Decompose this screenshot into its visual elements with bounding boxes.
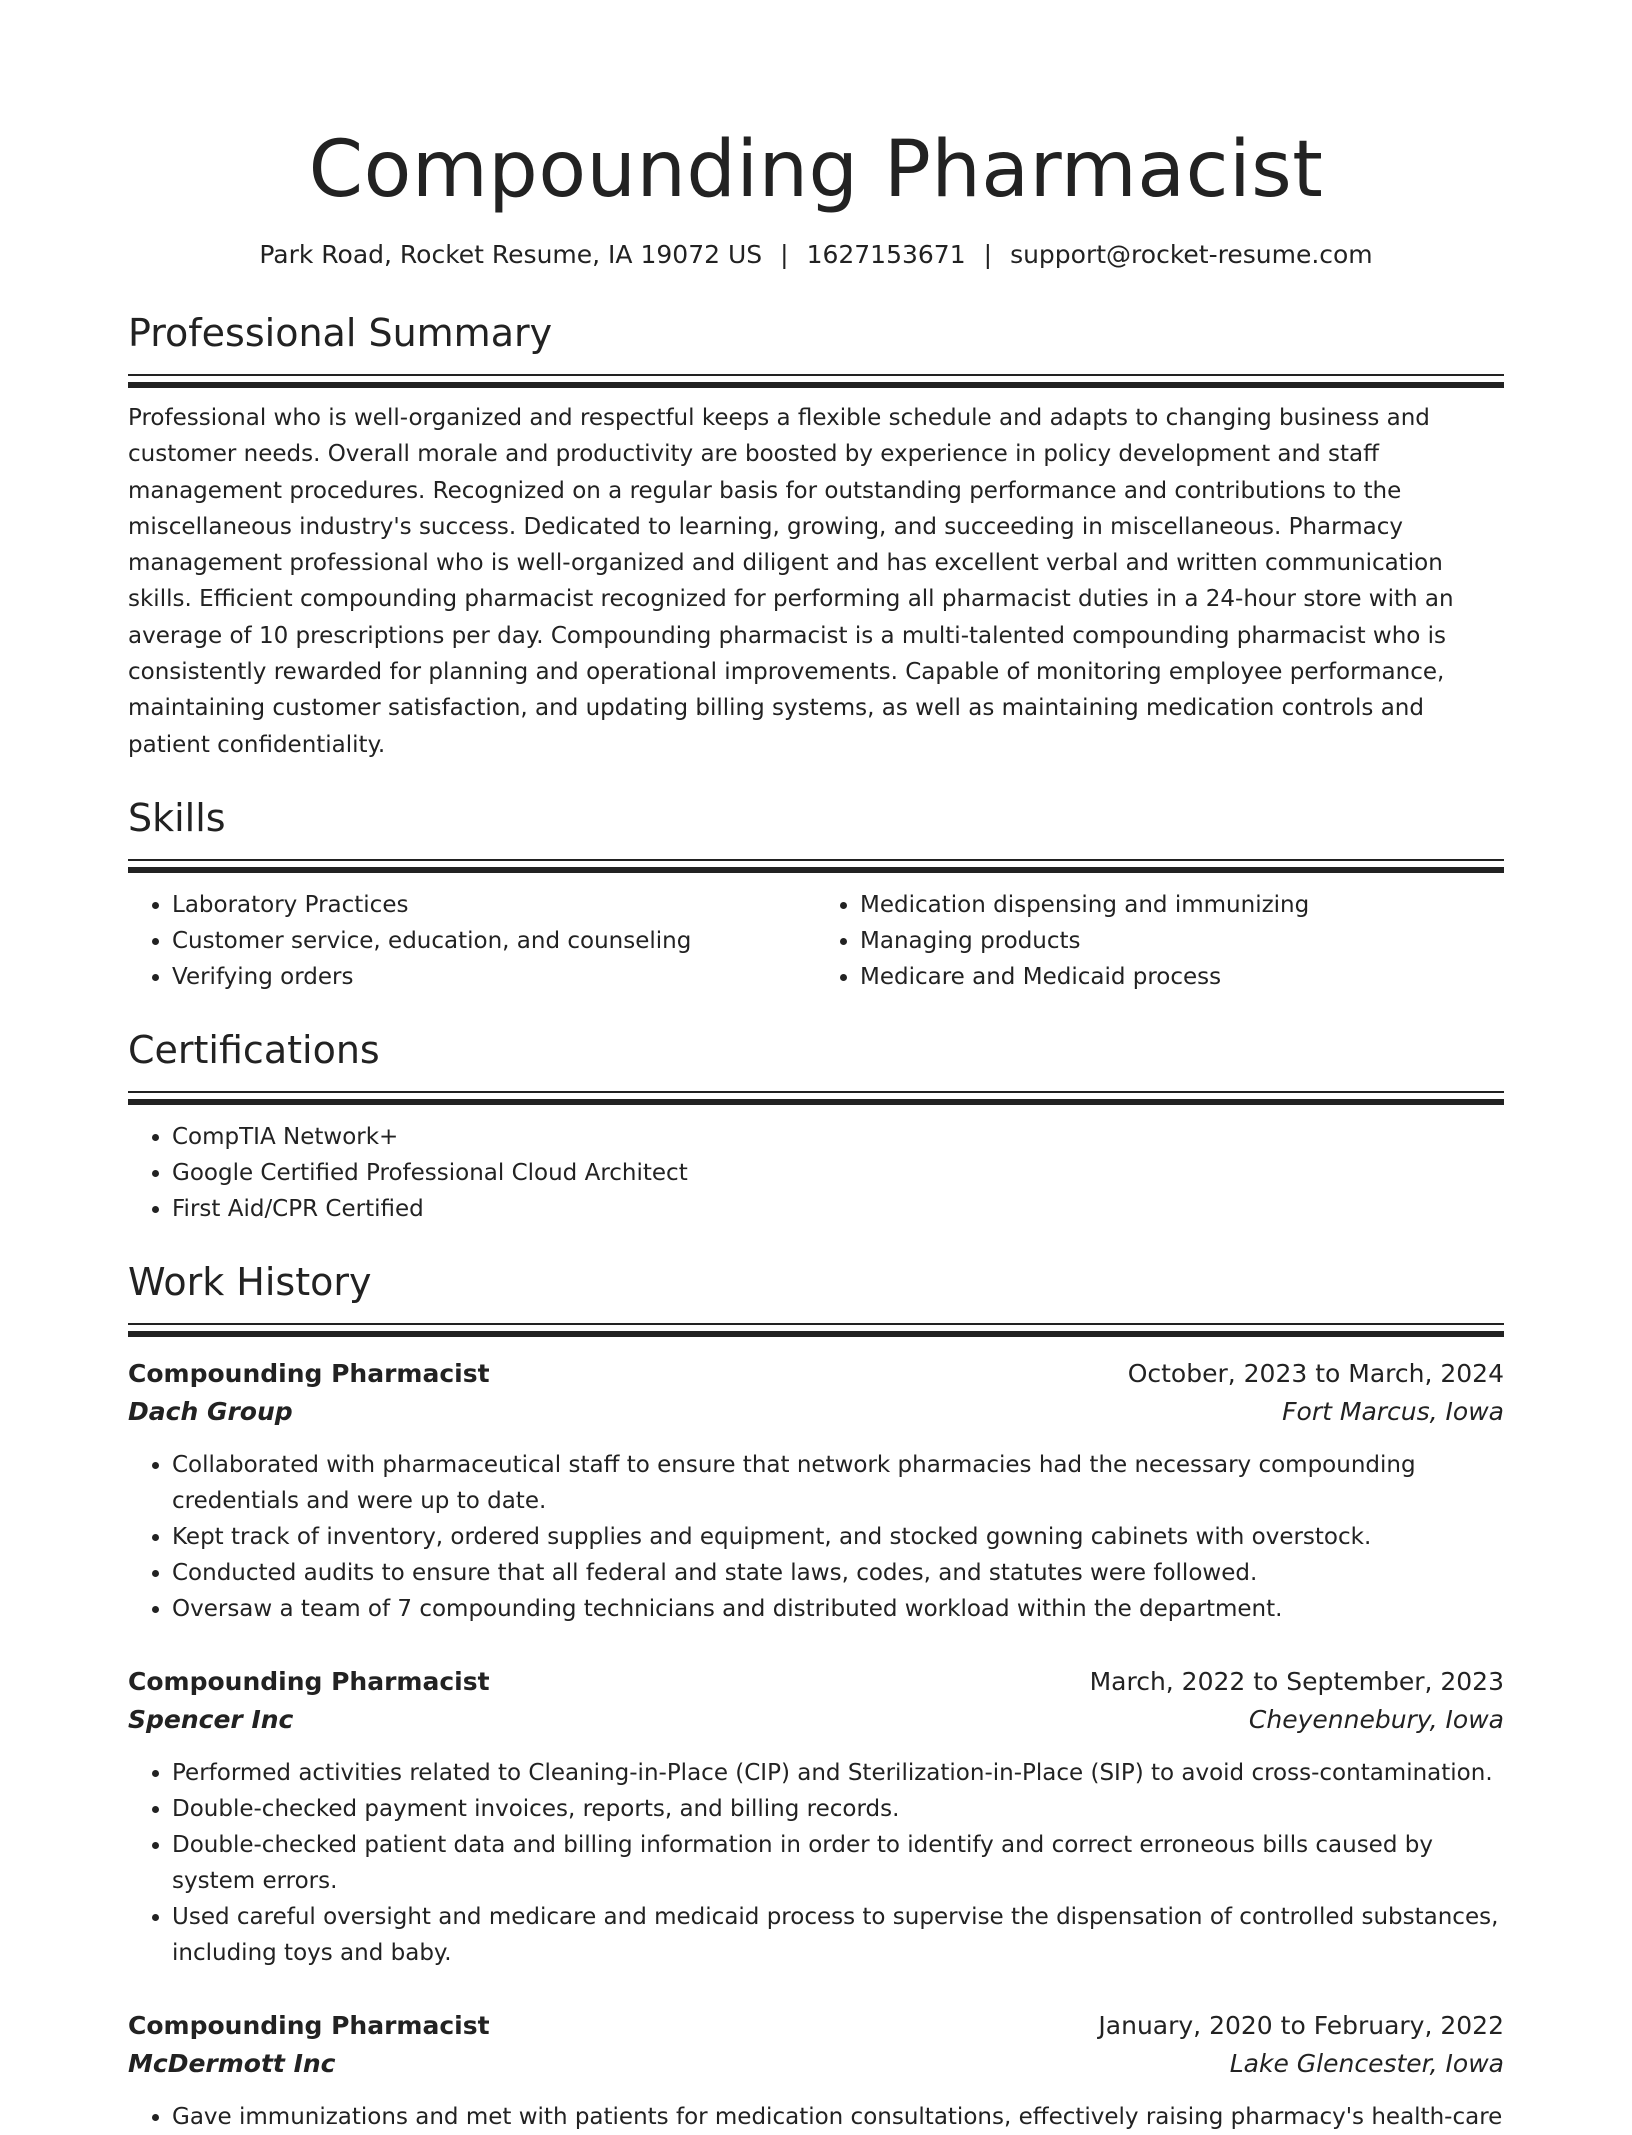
contact-email[interactable]: support@rocket-resume.com <box>1010 240 1373 269</box>
job-entry <box>128 1355 1504 1627</box>
job-duty: • Double-checked patient data and billing information in order to identify and correct erroneous bills caused by system errors. <box>172 1827 1504 1899</box>
job-entry <box>128 2007 1504 2135</box>
job-duty: • Performed activities related to Cleaning-in-Place (CIP) and Sterilization-in-Place (SIP) to avoid cross-contamination. <box>172 1755 1504 1791</box>
certification-item: • First Aid/CPR Certified <box>172 1191 1504 1227</box>
contact-address: Park Road, Rocket Resume, IA 19072 US <box>259 240 763 269</box>
job-duty: • Conducted audits to ensure that all federal and state laws, codes, and statutes were followed. <box>172 1555 1504 1591</box>
section-title-certifications: Certifications <box>128 1027 380 1072</box>
section-title-summary: Professional Summary <box>128 311 553 355</box>
job-location: Lake Glencester, Iowa <box>1229 2048 1504 2078</box>
job-company: McDermott Inc <box>128 2048 336 2078</box>
job-location: Fort Marcus, Iowa <box>1282 1396 1504 1426</box>
job-dates: January, 2020 to February, 2022 <box>1098 2010 1504 2040</box>
section-title-work-history: Work History <box>128 1259 372 1304</box>
contact-separator: | <box>780 240 789 269</box>
section-divider <box>128 1323 1504 1337</box>
contact-phone: 1627153671 <box>806 240 966 269</box>
job-header-row <box>128 1355 1504 1393</box>
candidate-name: Compounding Pharmacist <box>308 125 1324 215</box>
job-header-row <box>128 1663 1504 1701</box>
job-header-row <box>128 2007 1504 2045</box>
section-divider <box>128 374 1504 388</box>
job-dates: October, 2023 to March, 2024 <box>1127 1358 1504 1388</box>
section-divider <box>128 859 1504 873</box>
job-duties-list <box>128 1447 1504 1627</box>
job-duty: • Oversaw a team of 7 compounding technicians and distributed workload within the department. <box>172 1591 1504 1627</box>
job-company-row <box>128 2045 1504 2083</box>
skills-section <box>128 795 1504 995</box>
summary-section <box>128 310 1504 763</box>
contact-separator: | <box>983 240 993 269</box>
skill-item: • Customer service, education, and counseling <box>172 923 816 959</box>
job-location: Cheyennebury, Iowa <box>1248 1704 1504 1734</box>
skill-item: • Verifying orders <box>172 959 816 995</box>
job-duty: • Used careful oversight and medicare and medicaid process to supervise the dispensation of controlled substances, including toys and baby. <box>172 1899 1504 1971</box>
job-duty: • Double-checked payment invoices, reports, and billing records. <box>172 1791 1504 1827</box>
job-duties-list <box>128 2099 1504 2135</box>
certification-item: • Google Certified Professional Cloud Architect <box>172 1155 1504 1191</box>
job-duties-list <box>128 1755 1504 1971</box>
skill-item: • Medication dispensing and immunizing <box>860 887 1504 923</box>
summary-text: Professional who is well-organized and respectful keeps a flexible schedule and adapts to changing business and customer needs. Overall morale and productivity are boosted by experience in policy development and staff management procedures. Recognized on a regular basis for outstanding performance and contributions to the miscellaneous industry's success. Dedicated to learning, growing, and succeeding in miscellaneous. Pharmacy management professional who is well-organized and diligent and has excellent verbal and written communication skills. Efficient compounding pharmacist recognized for performing all pharmacist duties in a 24-hour store with an average of 10 prescriptions per day. Compounding pharmacist is a multi-talented compounding pharmacist who is consistently rewarded for planning and operational improvements. Capable of monitoring employee performance, maintaining customer satisfaction, and updating billing systems, as well as maintaining medication controls and patient confidentiality. <box>128 405 1454 758</box>
job-title: Compounding Pharmacist <box>128 1358 490 1388</box>
job-entry <box>128 1663 1504 1971</box>
job-duty: • Collaborated with pharmaceutical staff to ensure that network pharmacies had the necessary compounding credentials and were up to date. <box>172 1447 1504 1519</box>
job-company: Dach Group <box>128 1396 293 1426</box>
skill-item: • Laboratory Practices <box>172 887 816 923</box>
job-title: Compounding Pharmacist <box>128 1666 490 1696</box>
certifications-list <box>128 1119 1504 1227</box>
section-divider <box>128 1091 1504 1105</box>
skills-list-right <box>816 887 1504 995</box>
job-company: Spencer Inc <box>128 1704 294 1734</box>
job-duty: • Kept track of inventory, ordered supplies and equipment, and stocked gowning cabinets with overstock. <box>172 1519 1504 1555</box>
job-duty: • Gave immunizations and met with patients for medication consultations, effectively raising pharmacy's health-care <box>172 2099 1504 2135</box>
skill-item: • Medicare and Medicaid process <box>860 959 1504 995</box>
certification-item: • CompTIA Network+ <box>172 1119 1504 1155</box>
skills-grid <box>128 887 1504 995</box>
job-company-row <box>128 1701 1504 1739</box>
skills-list-left <box>128 887 816 995</box>
section-title-skills: Skills <box>128 795 226 840</box>
contact-line <box>128 238 1504 272</box>
certifications-section <box>128 1027 1504 1227</box>
job-company-row <box>128 1393 1504 1431</box>
job-dates: March, 2022 to September, 2023 <box>1089 1666 1504 1696</box>
work-history-section <box>128 1259 1504 2135</box>
skill-item: • Managing products <box>860 923 1504 959</box>
job-title: Compounding Pharmacist <box>128 2010 490 2040</box>
